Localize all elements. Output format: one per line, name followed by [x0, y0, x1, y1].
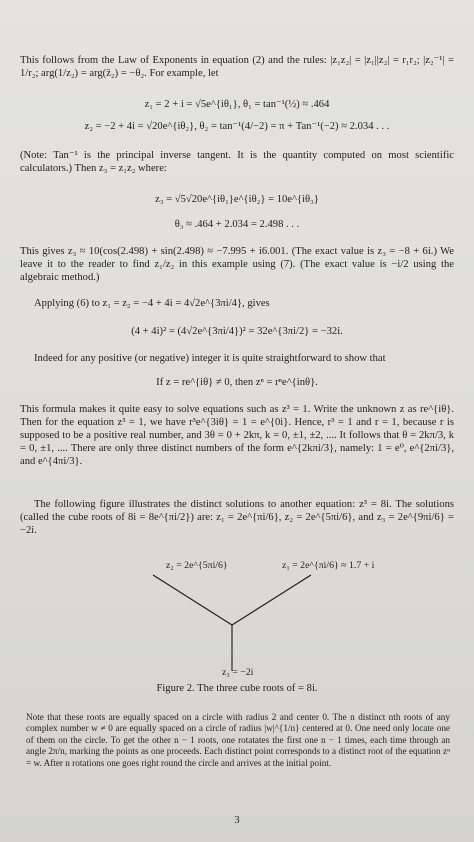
equation-z3: z₃ = √5√20e^{iθ₁}e^{iθ₂} = 10e^{iθ₃} — [155, 194, 319, 205]
equation-z2: z₂ = −2 + 4i = √20e^{iθ₂}, θ₂ = tan⁻¹(4/−2) = π + Tan⁻¹(−2) ≈ 2.034 . . . — [84, 121, 390, 132]
equation-z1: z₁ = 2 + i = √5e^{iθ₁}, θ₁ = tan⁻¹(½) ≈ .464 — [144, 99, 330, 110]
figure-label-z3: z₃ = −2i — [222, 667, 254, 678]
paragraph-any-integer: Indeed for any positive (or negative) integer it is quite straightforward to show that — [34, 353, 386, 364]
figure-label-z2: z₂ = 2e^{5πi/6} — [166, 560, 228, 571]
paragraph-result-z3: This gives z₃ ≈ 10(cos(2.498) + sin(2.498) ≈ −7.995 + i6.001. (The exact value is z₃ = −8 + 6i.) We leave it to the reader to find z₁/z₂ in this example using (7). (The exact value is −i/2 using the algebraic method.) — [20, 246, 454, 284]
paragraph-solve-z-cubed: This formula makes it quite easy to solve equations such as z³ = 1. Write the unknown z as re^{iθ}. Then for the equation z³ = 1, we have r³e^{3iθ} = 1 = e^{0i}. Hence, r³ = 1 and r = 1, because r is supposed to be a positive real number, and 3θ = 0 + 2kπ, k = 0, ±1, ±2, .... It follows that θ = 2kπ/3, k = 0, ±1, .... There are only three distinct numbers of the form e^{2kπi/3}, namely: 1 = e⁰, e^{2πi/3}, and e^{4πi/3}. — [20, 404, 454, 468]
equation-theta3: θ₃ ≈ .464 + 2.034 = 2.498 . . . — [174, 219, 300, 230]
figure-caption: Figure 2. The three cube roots of = 8i. — [156, 683, 318, 694]
paragraph-law-of-exponents: This follows from the Law of Exponents in equation (2) and the rules: |z₁z₂| = |z₁||z₂| = r₁r₂; |z₂⁻¹| = 1/r₂; arg(1/z₂) = arg(z̄₂) = −θ₂. For example, let — [20, 55, 454, 80]
ray-to-z2 — [153, 575, 232, 625]
figure-label-z1: z₁ = 2e^{πi/6} ≈ 1.7 + i — [282, 560, 375, 571]
paragraph-principal-tangent-note: (Note: Tan⁻¹ is the principal inverse tangent. It is the quantity computed on most scientific calculators.) Then z₃ = z₁z₂ where: — [20, 150, 454, 175]
cube-roots-figure — [150, 565, 350, 675]
paragraph-equally-spaced-note: Note that these roots are equally spaced on a circle with radius 2 and center 0. The n distinct nth roots of any complex number w ≠ 0 are equally spaced on a circle of radius |w|^{1/n} centered at 0. One need only locate one of them on the circle. To get the other n − 1 roots, one rotatates the first one n − 1 times, each time through an angle 2π/n, marking the points as one proceeds. Each distinct point corresponds to a distinct root of the equation zⁿ = w. After n rotations one goes right round the circle and arrives at the initial point. — [26, 712, 450, 768]
paragraph-applying-six: Applying (6) to z₁ = z₂ = −4 + 4i = 4√2e^{3πi/4}, gives — [34, 298, 270, 309]
equation-power-formula: If z = re^{iθ} ≠ 0, then zⁿ = rⁿe^{inθ}. — [156, 377, 318, 388]
equation-square: (4 + 4i)² = (4√2e^{3πi/4})² = 32e^{3πi/2} = −32i. — [131, 326, 343, 337]
ray-to-z1 — [232, 575, 311, 625]
page-number: 3 — [234, 815, 240, 826]
paragraph-cube-roots-8i: The following figure illustrates the distinct solutions to another equation: z³ = 8i. The solutions (called the cube roots of 8i = 8e^{πi/2}) are: z₁ = 2e^{πi/6}, z₂ = 2e^{5πi/6}, and z₃ = 2e^{9πi/6} = −2i. — [20, 499, 454, 537]
